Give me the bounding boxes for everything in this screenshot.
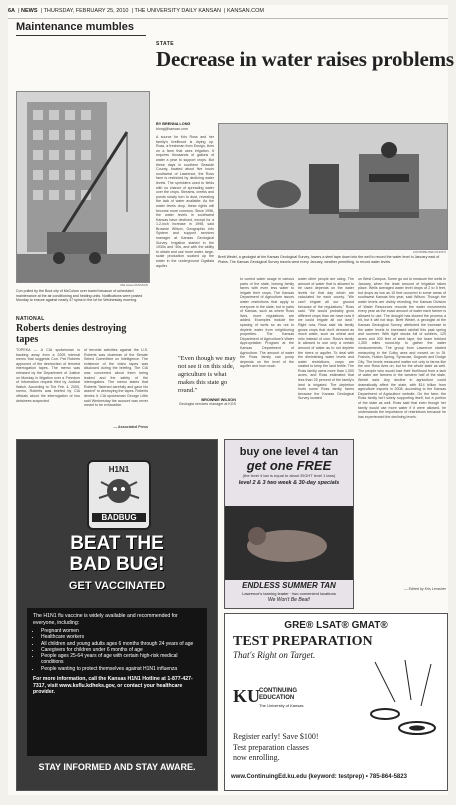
story-column-3: water other people are using. The amount of water that is allowed to be used depends on the water levels for that day which are calculated for each county. "We can't irrigate all our ground because of the regulations," Ross said. "We would probably grow different crops than we have now if we could irrigate all our land." Right now, Ross said his family grows crops that don't demand as much water, such as wheat and milo instead of corn. Ross's family is allowed to use only a certain amount of water as to not deplete the rivers or aquifer. To deal with the diminishing water levels and water restrictions, crops are rotated to keep the land fertile. The Ross family owns more than 1,000 acres, and Ross estimated that less than 25 percent of the family's land is irrigated. The depletion hurts some Ross family farms because the Kansas Geological Survey located: [298, 277, 354, 401]
national-credit: — Associated Press: [113, 425, 148, 429]
flu-list-item: • People ages 25-64 years of age with certain high-risk medical conditions: [41, 653, 201, 666]
pull-quote: [178, 355, 236, 407]
flu-list-item: • Pregnant women: [41, 628, 201, 634]
left-feature-title: Maintenance mumbles: [16, 21, 134, 33]
flu-intro: The H1N1 flu vaccine is widely available and recommended for everyone, including:: [33, 613, 178, 626]
flu-list-item: • Caregivers for children under 6 months of age: [41, 647, 201, 653]
flu-footer: STAY INFORMED AND STAY AWARE.: [38, 762, 196, 772]
story-byline: BY BRENNA LONG: [156, 122, 191, 126]
national-headline: Roberts denies destroying tapes: [16, 323, 127, 345]
flu-info-box: [27, 608, 207, 756]
story-column-4: on West Campus. Some go out to measure the wells in January, when the least amount of irrigation takes place. Wells averaged water level drops of 2 to 5 feet, but drops as low as 10 feet occurred in some areas of southwest Kansas this year, said Wilson. Though the water levels are visibly receding, the Kansas Division of Water Resources records the water movements every year as the exact amount of water each farmer is allowed to use. The drought has slowed the process a bit, but it will not stop. Brett Wedel, a geologist at the Kansas Geological Survey, attributed the increase to the water levels to increased rainfall this past spring and summer. With tight stocks full of soldiers, 120 acres and 300 feet of steel tape, the team trekked 1,300 miles round-trip to gather the water measurements. The group from Lawrence started measuring in the Colby area and moved on to St. Francis, Hutton Spring, Syracuse, Dugouts and Dodge City. The levels measured matter not only to farms like the one Ross lives on, but for the whole state as well. The people who would lose their livelihood from a lack of water are farmers in the western half of the state, Wedel said. Any decline in agriculture could dramatically affect the state, with $14 billion from agriculture exports in 2008, according to the Kansas Department of Agriculture website. On the farm, the Ross family isn't solely supporting itself, but a portion of the state as well. Ross said that even though her family would use more water if it were allowed, he understands the importance of restrictions because he has experienced the declining levels.: [358, 277, 446, 419]
tan-line-2: get one FREE: [246, 458, 332, 473]
register-text: Register early! Save $100!: [233, 732, 319, 741]
test-prep-title: TEST PREPARATION: [233, 634, 373, 649]
story-email: blong@kansan.com: [156, 127, 188, 131]
header-paper: THE UNIVERSITY DAILY KANSAN: [134, 8, 221, 14]
national-section-label: NATIONAL: [16, 316, 45, 322]
badbug-logo: [87, 460, 151, 530]
flu-vaccine-ad: [16, 439, 218, 791]
ku-name-1: CONTINUING: [259, 688, 297, 694]
tan-line-1: buy one level 4 tan: [239, 446, 339, 458]
header-section: NEWS: [21, 8, 38, 14]
flu-list-item: • People wanting to protect themselves against H1N1 influenza: [41, 666, 201, 672]
title-rule: [16, 35, 146, 36]
page-number: 6A: [8, 8, 16, 14]
header-site: KANSAN.COM: [226, 8, 264, 14]
flu-list: [27, 628, 207, 672]
test-prep-url[interactable]: www.ContinuingEd.ku.edu (keyword: testprep) • 785-864-5823: [231, 774, 407, 780]
test-names: GRE® LSAT® GMAT®: [284, 620, 388, 631]
flu-title-3: GET VACCINATED: [68, 580, 166, 592]
building-crane-photo: [17, 92, 149, 282]
test-prep-ad: [224, 613, 448, 791]
story-editor: — Edited by Kris Lerasher: [404, 587, 446, 591]
tan-model-photo: [225, 506, 353, 580]
pull-quote-title: Geologist services manager at KGS: [178, 402, 236, 406]
left-feature-photo: [16, 91, 150, 283]
tan-brand-slogan: We Won't Be Beat!: [268, 597, 310, 603]
story-column-1: A source for Kris Ross and her family's livelihood is drying up. Ross, a freshman from Ensign, lives on a farm that uses irrigation. It requires thousands of gallons of water a year to support crops. But these days in southern Seaside County, located about five hours southwest of Lawrence, the Ross farm is restricted by declining water levels. The sprinklers used to fields with no chance of spreading water over the crops. Streams, creeks and ponds slowly turn to dust, revealing the lack of water available. As the water levels drop, these rights will become more common. Since 1996, the water levels in southwest Kansas have declined, except for a 1.2-inch increase in 1998, said Brownie Wilson, Geographic Info System and support services manager at Kansas Geological Survey. Irrigation started in the 1930s and '40s, and with the ability to obtain and use more water, large-scale production soaked up the water in the underground Ogallala aquifer.: [156, 135, 214, 268]
main-photo-credit: CONTRIBUTED PHOTO: [412, 250, 446, 254]
header-date: THURSDAY, FEBRUARY 25, 2010: [43, 8, 129, 14]
tan-fine-print-2: Lawrence's tanning leader · two convenient locations: [242, 591, 336, 596]
flu-title-1: BEAT THE: [70, 533, 164, 554]
tan-fine-print: (the level 4 tan is equal to about EIGHT level 1 tans): [242, 473, 336, 478]
logo-h1n1: H1N1: [108, 465, 130, 474]
story-section-label: STATE: [156, 41, 175, 47]
ku-name-3: The University of Kansas: [259, 703, 304, 708]
main-story-photo: [218, 123, 448, 250]
target-dart-graphic: [365, 652, 443, 742]
ku-logo: [233, 686, 260, 707]
tanning-ad: [224, 439, 354, 609]
tan-brand: ENDLESS SUMMER TAN: [242, 581, 336, 590]
geologist-well-photo: [219, 124, 447, 249]
test-tagline: That's Right on Target.: [233, 650, 316, 660]
pull-quote-text: "Even though we may not see it on this side, agriculture is what makes this state go round.": [178, 355, 236, 394]
ku-letters: KU: [233, 686, 260, 706]
flu-list-item: • All children and young adults ages 6 months through 24 years of age: [41, 641, 201, 647]
sessions-text-2: now enrolling.: [233, 753, 280, 762]
ku-name: [259, 688, 303, 709]
pull-quote-name: BROWNIE WILSON: [201, 398, 236, 402]
national-column-1: TOPEKA — A CIA spokesman is backing away from a 2005 internal memo that suggests Con. Pat Roberts approved of the destruction of terrorist interrogation tapes. The memo was released by the Department of Justice on Monday in litigation over a Freedom of Information request filed by Judicial Watch. According to The Feb. 4, 2005, memo, Roberts was briefed by CIA officials about the interrogation of two detainees suspected: [16, 348, 80, 403]
main-photo-caption: Brett Wedel, a geologist at the Kansas Geological Survey, lowers a steel tape down into the well to record the water level in January east of Plains. The Kansas Geological Survey travels west every January, weather permitting, to record water levels.: [218, 255, 440, 264]
newspaper-page: [8, 5, 454, 795]
story-column-2: to control water usage in various parts of the state, leaving family farms with even less water to irrigate their crops. The Kansas Department of Agriculture issues water restrictions that apply to everyone in the state, but in parts of Kansas, such as where Ross lives, more regulations are added. Examples include the spacing of wells so as not to deplete water from neighboring properties. The Kansas Department of Agriculture's Water Appropriation Program at the Kansas Department of Agriculture. The amount of water the Ross family can pump depends on the level of the aquifer and how much: [240, 277, 294, 369]
tan-specials: level 2 & 3 two week & 30-day specials: [238, 480, 340, 486]
story-headline: Decrease in water raises problems: [156, 47, 454, 71]
sessions-text-1: Test preparation classes: [233, 743, 309, 752]
flu-title-2: BAD BUG!: [69, 554, 165, 575]
left-photo-credit: Mia Iveson/KANSAN: [120, 283, 148, 287]
flu-more-info: For more information, call the Kansas H1N1 Hotline at 1-877-427-7317, visit www.ksflu.kdheks.gov, or contact your healthcare provider.: [33, 676, 193, 696]
flu-list-item: • Healthcare workers: [41, 634, 201, 640]
bug-icon: [89, 474, 149, 508]
ku-name-2: EDUCATION: [259, 695, 295, 701]
page-header: 6A | NEWS | THURSDAY, FEBRUARY 25, 2010 | THE UNIVERSITY DAILY KANSAN | KANSAN.COM: [8, 5, 448, 19]
logo-word: BADBUG: [92, 513, 146, 522]
left-photo-caption: Con pulled by the Boot city of McColum over towed because of scheduled maintenance at the air conditioning and heating units. Notifications were posted Monday to ensure against nearly 47 spins in the lot for Wednesday morning.: [16, 289, 143, 302]
national-column-2: of terrorist activities against the U.S. Roberts was chairman of the Senate Select Committee on Intelligence. The existence of the video tapes was disclosed during the briefing. The CIA was concerned about them being leaked and the safety of the interrogators. The memo states that Roberts "listened carefully and gave his assent" to destroying the tapes. Roberts denies it. CIA spokesman George Little said Wednesday the account was never meant to be exhaustive.: [84, 348, 148, 408]
